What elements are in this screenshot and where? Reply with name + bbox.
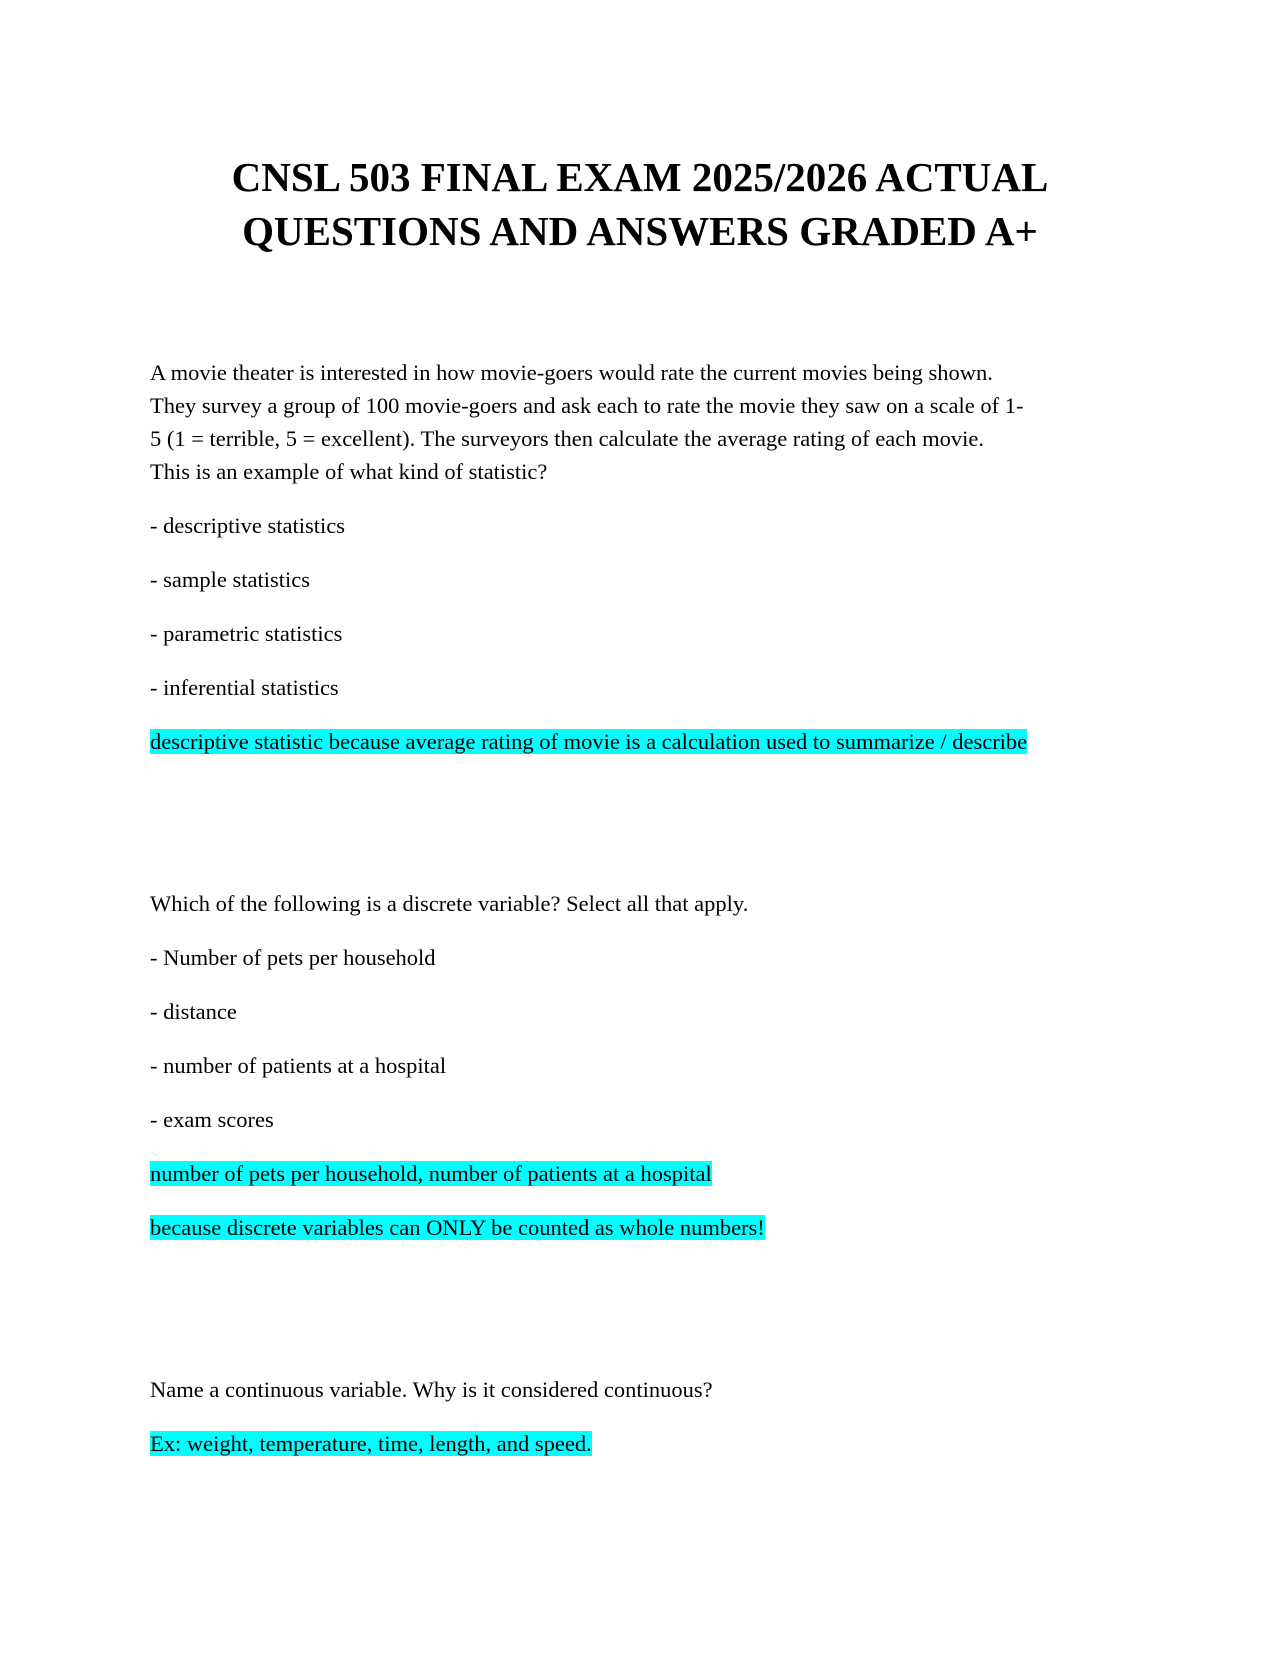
answer-option: - descriptive statistics bbox=[150, 513, 345, 538]
answer-option: - sample statistics bbox=[150, 567, 310, 592]
title-line-2: QUESTIONS AND ANSWERS GRADED A+ bbox=[242, 208, 1038, 254]
highlighted-answer bbox=[150, 1211, 765, 1244]
question-text-line: Which of the following is a discrete variable? Select all that apply. bbox=[150, 891, 749, 916]
highlighted-answer bbox=[150, 1427, 592, 1460]
highlighted-answer bbox=[150, 725, 1027, 758]
answer-highlight: Ex: weight, temperature, time, length, and speed. bbox=[150, 1431, 592, 1456]
question-text-line: They survey a group of 100 movie-goers and ask each to rate the movie they saw on a scale of 1- bbox=[150, 393, 1024, 418]
question-text-line: Name a continuous variable. Why is it considered continuous? bbox=[150, 1377, 713, 1402]
answer-highlight: number of pets per household, number of patients at a hospital bbox=[150, 1161, 712, 1186]
answer-highlight: descriptive statistic because average rating of movie is a calculation used to summarize / describe bbox=[150, 729, 1028, 754]
question-text-line: This is an example of what kind of statistic? bbox=[150, 459, 548, 484]
answer-option: - exam scores bbox=[150, 1107, 274, 1132]
answer-option: - parametric statistics bbox=[150, 621, 343, 646]
question-text-line: 5 (1 = terrible, 5 = excellent). The surveyors then calculate the average rating of each movie. bbox=[150, 426, 984, 451]
question-text-line: A movie theater is interested in how movie-goers would rate the current movies being shown. bbox=[150, 360, 993, 385]
answer-highlight: because discrete variables can ONLY be counted as whole numbers! bbox=[150, 1215, 765, 1240]
answer-option: - Number of pets per household bbox=[150, 945, 436, 970]
answer-option: - number of patients at a hospital bbox=[150, 1053, 447, 1078]
answer-option: - inferential statistics bbox=[150, 675, 339, 700]
title-line-1: CNSL 503 FINAL EXAM 2025/2026 ACTUAL bbox=[231, 154, 1049, 200]
highlighted-answer bbox=[150, 1157, 712, 1190]
document-title bbox=[150, 150, 1130, 258]
answer-option: - distance bbox=[150, 999, 237, 1024]
